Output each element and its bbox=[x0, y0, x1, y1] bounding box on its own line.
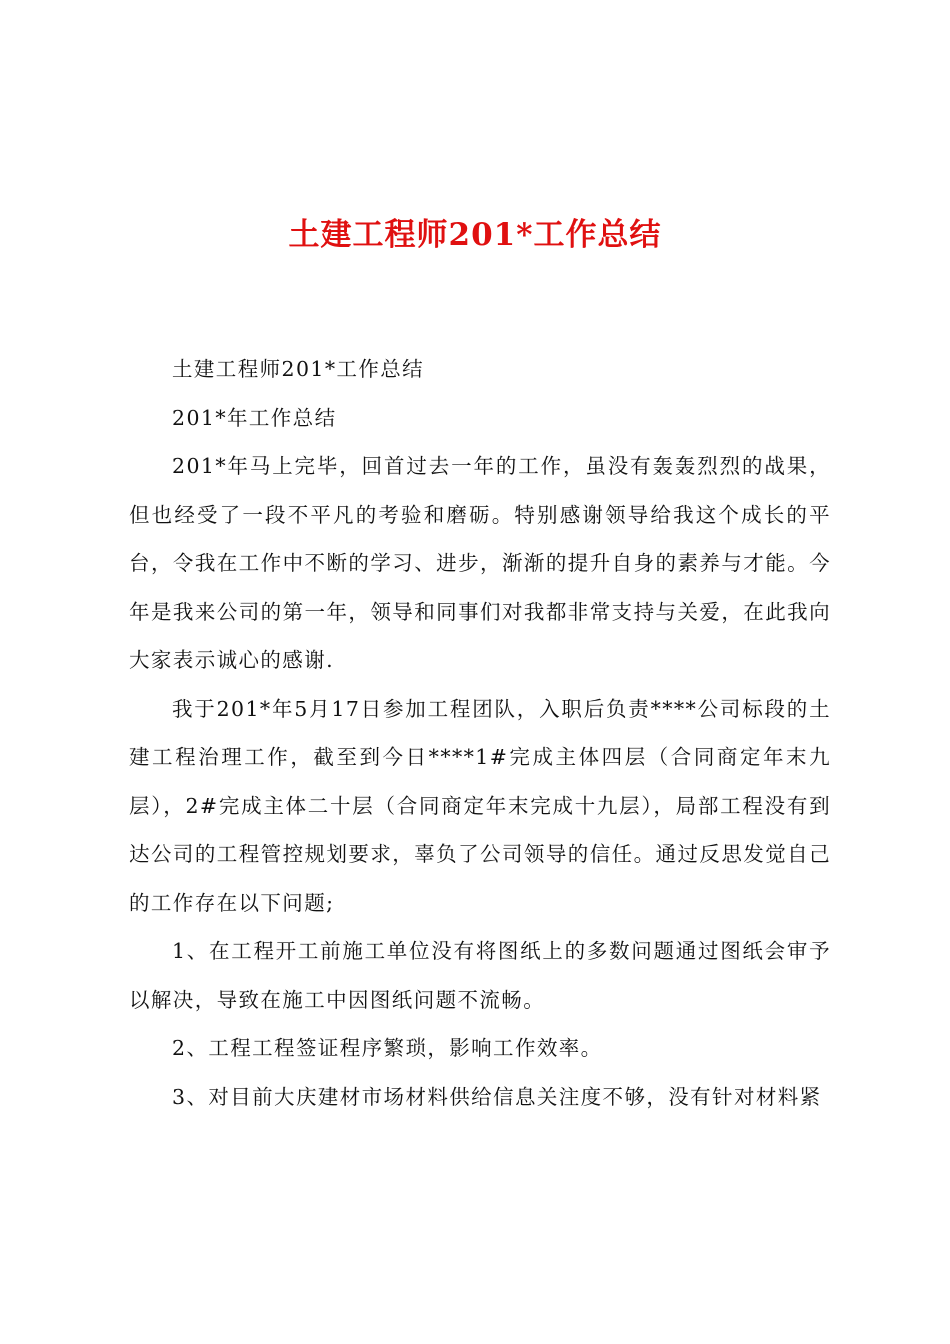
paragraph-intro: 201*年马上完毕，回首过去一年的工作，虽没有轰轰烈烈的战果，但也经受了一段不平凡的考验和磨砺。特别感谢领导给我这个成长的平台，令我在工作中不断的学习、进步，渐渐的提升自身的素养与才能。今年是我来公司的第一年，领导和同事们对我都非常支持与关爱，在此我向大家表示诚心的感谢. bbox=[129, 454, 831, 672]
document-title: 土建工程师201*工作总结 bbox=[288, 217, 662, 253]
paragraph-heading: 土建工程师201*工作总结 bbox=[172, 357, 425, 381]
paragraph-issue-3: 3、对目前大庆建材市场材料供给信息关注度不够，没有针对材料紧 bbox=[172, 1084, 822, 1109]
paragraph-progress: 我于201*年5月17日参加工程团队，入职后负责****公司标段的土建工程治理工作，截至到今日****1#完成主体四层（合同商定年末九层），2#完成主体二十层（合同商定年末完成十九层），局部工程没有到达公司的工程管控规划要求，辜负了公司领导的信任。通过反思发觉自己的工作存在以下问题; bbox=[129, 696, 831, 915]
paragraph-issue-1: 1、在工程开工前施工单位没有将图纸上的多数问题通过图纸会审予以解决，导致在施工中因图纸问题不流畅。 bbox=[129, 939, 831, 1012]
document-body bbox=[129, 345, 831, 1121]
paragraph-subheading: 201*年工作总结 bbox=[172, 405, 337, 430]
paragraph-issue-2: 2、工程工程签证程序繁琐，影响工作效率。 bbox=[172, 1036, 603, 1060]
